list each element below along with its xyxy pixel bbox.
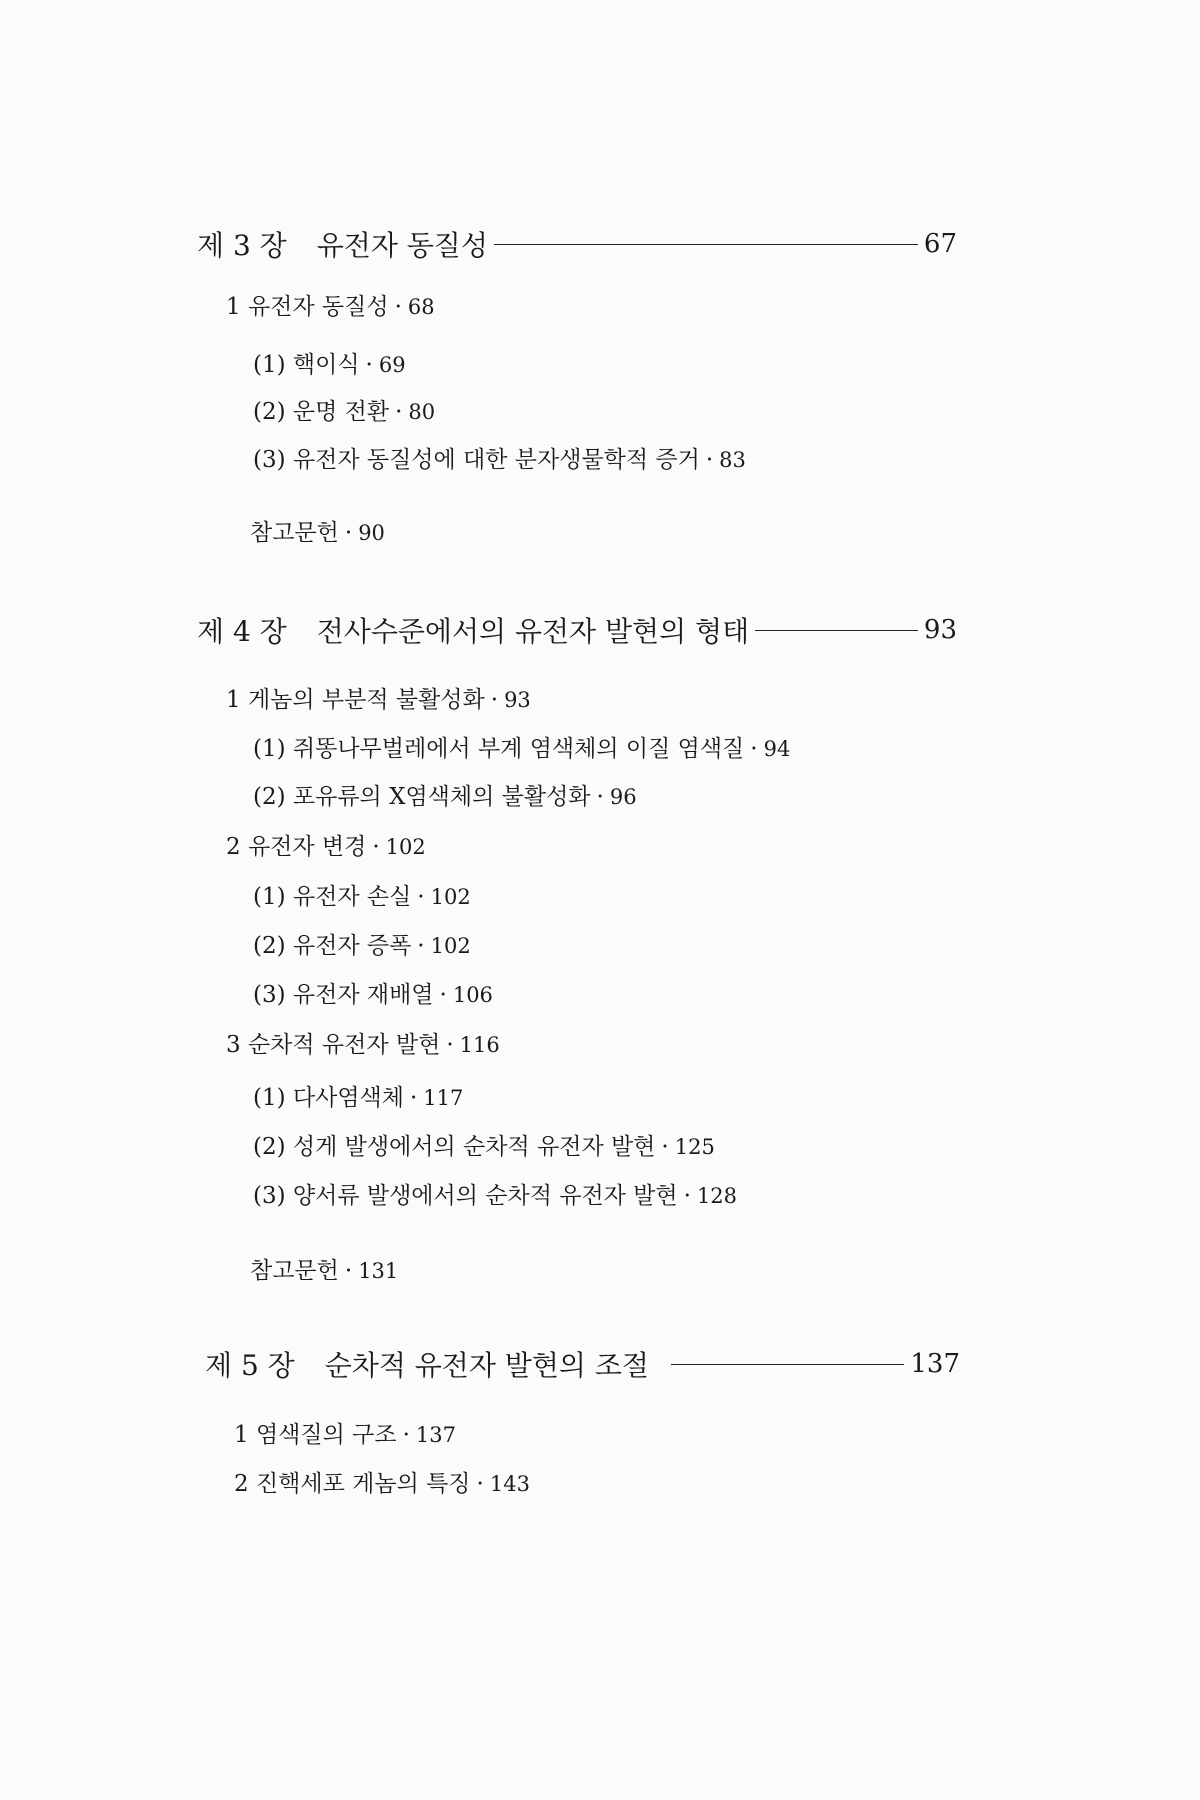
leader-rule <box>494 244 918 245</box>
entry-page: 102 <box>385 835 426 859</box>
chapter-title: 순차적 유전자 발현의 조절 <box>324 1349 649 1382</box>
separator-dot: · <box>409 1085 418 1111</box>
separator-dot: · <box>394 294 402 320</box>
toc-entry[interactable] <box>253 397 435 427</box>
entry-text: 3 순차적 유전자 발현 <box>226 1032 441 1058</box>
entry-page: 94 <box>763 737 791 761</box>
chapter-number: 제 3 장 <box>197 229 287 262</box>
entry-text: 1 유전자 동질성 <box>226 294 389 320</box>
chapter-number: 제 4 장 <box>197 615 287 648</box>
entry-text: (2) 운명 전환 <box>253 399 390 425</box>
toc-entry[interactable] <box>253 931 471 961</box>
entry-text: 1 염색질의 구조 <box>234 1422 397 1448</box>
entry-text: (3) 양서류 발생에서의 순차적 유전자 발현 <box>253 1183 678 1209</box>
entry-text: (1) 유전자 손실 <box>253 884 412 910</box>
entry-text: 2 유전자 변경 <box>226 834 367 860</box>
toc-entry[interactable] <box>253 445 746 475</box>
chapter-page: 67 <box>923 229 957 259</box>
toc-entry[interactable] <box>253 1181 737 1211</box>
entry-page: 128 <box>696 1184 738 1208</box>
entry-page: 116 <box>459 1033 500 1057</box>
chapter-title: 전사수준에서의 유전자 발현의 형태 <box>316 615 750 648</box>
toc-entry[interactable] <box>253 734 790 764</box>
entry-page: 106 <box>452 983 493 1007</box>
separator-dot: · <box>661 1134 669 1160</box>
chapter-heading[interactable] <box>205 1342 960 1386</box>
separator-dot: · <box>683 1183 691 1209</box>
toc-entry[interactable] <box>253 782 637 812</box>
entry-page: 96 <box>609 785 637 809</box>
entry-page: 131 <box>358 1259 399 1283</box>
separator-dot: · <box>372 834 380 860</box>
separator-dot: · <box>395 399 403 425</box>
separator-dot: · <box>750 736 758 762</box>
chapter-page: 93 <box>923 615 957 645</box>
separator-dot: · <box>417 884 425 910</box>
entry-text: (1) 핵이식 <box>253 352 360 378</box>
entry-text: (2) 유전자 증폭 <box>253 933 412 959</box>
toc-entry[interactable] <box>234 1469 530 1499</box>
entry-page: 68 <box>407 295 435 319</box>
toc-entry[interactable] <box>253 350 406 380</box>
separator-dot: · <box>365 352 373 378</box>
separator-dot: · <box>344 520 353 546</box>
toc-entry[interactable] <box>253 1132 715 1162</box>
entry-page: 117 <box>423 1086 464 1110</box>
chapter-page: 137 <box>910 1349 960 1379</box>
separator-dot: · <box>417 933 425 959</box>
entry-text: (3) 유전자 동질성에 대한 분자생물학적 증거 <box>253 447 700 473</box>
separator-dot: · <box>439 982 447 1008</box>
leader-rule <box>755 630 918 631</box>
entry-page: 93 <box>504 688 531 712</box>
entry-page: 137 <box>415 1423 456 1447</box>
entry-page: 143 <box>489 1472 530 1496</box>
toc-entry[interactable] <box>234 1420 456 1450</box>
separator-dot: · <box>446 1032 454 1058</box>
entry-page: 80 <box>408 400 436 424</box>
toc-entry[interactable] <box>253 1083 463 1113</box>
toc-entry[interactable] <box>226 685 531 715</box>
entry-text: (2) 포유류의 X염색체의 불활성화 <box>253 784 591 810</box>
separator-dot: · <box>344 1258 353 1284</box>
toc-entry-references[interactable] <box>250 1256 398 1286</box>
entry-text: (1) 쥐똥나무벌레에서 부계 염색체의 이질 염색질 <box>253 736 745 762</box>
leader-rule <box>671 1364 904 1365</box>
separator-dot: · <box>476 1471 484 1497</box>
chapter-heading[interactable] <box>197 222 957 266</box>
toc-entry[interactable] <box>226 292 435 322</box>
entry-text: 참고문헌 <box>250 1258 339 1284</box>
entry-page: 102 <box>430 934 471 958</box>
separator-dot: · <box>402 1422 410 1448</box>
entry-page: 69 <box>378 353 406 377</box>
entry-page: 83 <box>719 448 746 472</box>
entry-text: (1) 다사염색체 <box>253 1085 404 1111</box>
separator-dot: · <box>490 687 499 713</box>
entry-page: 125 <box>674 1135 715 1159</box>
separator-dot: · <box>705 447 714 473</box>
chapter-heading[interactable] <box>197 608 957 652</box>
entry-text: (3) 유전자 재배열 <box>253 982 434 1008</box>
entry-text: (2) 성게 발생에서의 순차적 유전자 발현 <box>253 1134 656 1160</box>
toc-entry[interactable] <box>226 832 426 862</box>
toc-entry[interactable] <box>253 882 471 912</box>
chapter-title: 유전자 동질성 <box>316 229 488 262</box>
entry-text: 2 진핵세포 게놈의 특징 <box>234 1471 471 1497</box>
toc-entry-references[interactable] <box>250 518 385 548</box>
toc-entry[interactable] <box>253 980 493 1010</box>
entry-page: 102 <box>430 885 471 909</box>
separator-dot: · <box>596 784 604 810</box>
entry-text: 1 게놈의 부분적 불활성화 <box>226 687 485 713</box>
entry-page: 90 <box>358 521 385 545</box>
chapter-number: 제 5 장 <box>205 1349 295 1382</box>
toc-entry[interactable] <box>226 1030 500 1060</box>
entry-text: 참고문헌 <box>250 520 339 546</box>
